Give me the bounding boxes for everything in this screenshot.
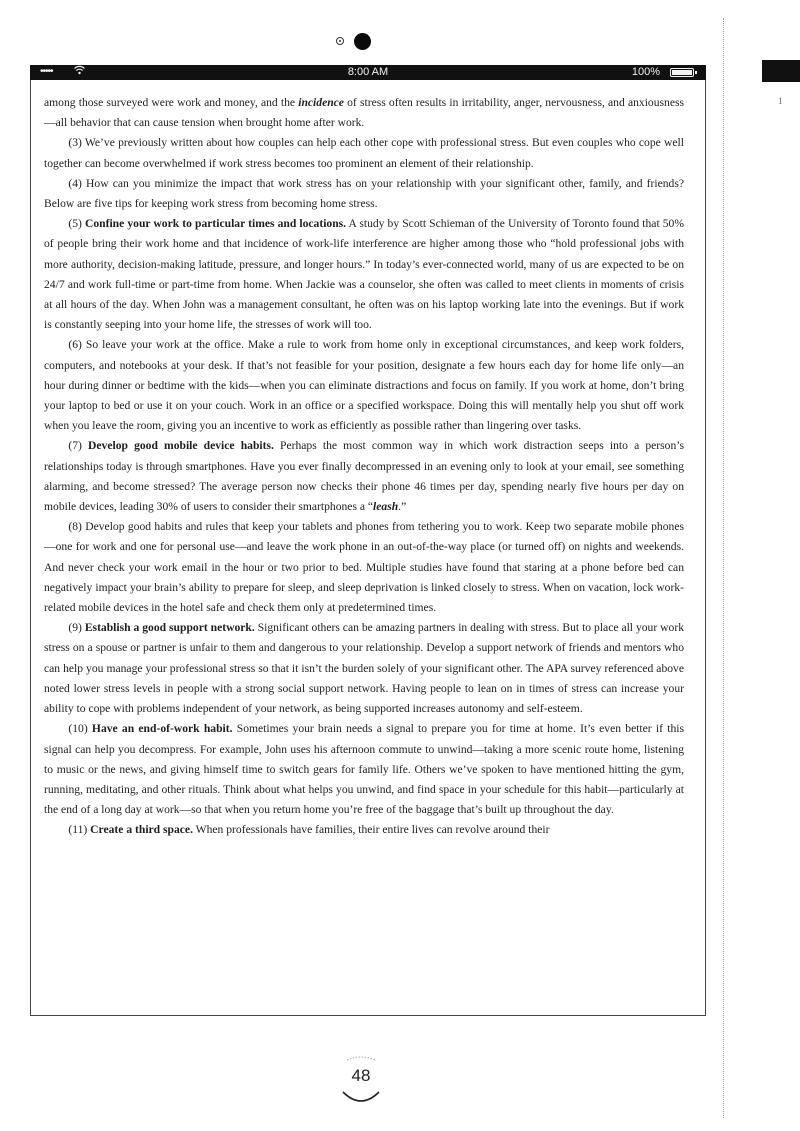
paragraph-text: (4) How can you minimize the impact that work stress has on your relationship with your significant other, family, and friends? Below are five tips for keeping work stress from becoming home stress. xyxy=(44,176,684,211)
battery-icon xyxy=(670,68,694,77)
paragraph-heading: Create a third space. xyxy=(90,823,193,837)
side-divider xyxy=(723,18,725,1118)
paragraph-text: among those surveyed were work and money, and the xyxy=(44,96,299,109)
side-tab xyxy=(762,60,800,82)
paragraph xyxy=(44,719,684,820)
battery-percent: 100% xyxy=(631,66,660,78)
paragraph xyxy=(44,436,684,517)
paragraph-text: (7) xyxy=(68,439,89,453)
device-camera xyxy=(332,32,382,52)
paragraph-text: .” xyxy=(398,500,407,514)
page-number: 48 xyxy=(351,1066,371,1085)
page-frame-right xyxy=(705,80,706,1015)
paragraph-heading: Establish a good support network. xyxy=(84,621,255,635)
paragraph-text: When professionals have families, their entire lives can revolve around their xyxy=(192,823,550,837)
page-frame-left xyxy=(30,80,31,1015)
document-body xyxy=(44,93,684,841)
side-mark: 1 xyxy=(778,96,783,106)
paragraph xyxy=(44,133,684,173)
paragraph xyxy=(44,618,684,719)
paragraph xyxy=(44,820,684,840)
keyword: incidence xyxy=(298,96,344,109)
paragraph-heading: Develop good mobile device habits. xyxy=(88,439,274,453)
page-frame-bottom xyxy=(30,1015,706,1016)
paragraph xyxy=(44,517,684,618)
paragraph-text: (3) We’ve previously written about how couples can help each other cope with professional stress. But even couples who cope well together can become overwhelmed if work stress becomes too prominent an element of their relationship. xyxy=(44,136,684,170)
paragraph-text: (11) xyxy=(68,823,91,837)
paragraph xyxy=(44,214,684,335)
paragraph-text: (5) xyxy=(68,217,85,231)
paragraph-text: Significant others can be amazing partners in dealing with stress. But to place all your work stress on a spouse or partner is unfair to them and dangerous to your relationship. Develop a support network of friends and mentors who can help you manage your professional stress so that it isn’t the burden solely of your significant other. The APA survey referenced above noted lower stress levels in people with a strong social support network. Having people to lean on in times of stress can increase your ability to cope with problems independent of your network, as being supported increases autonomy and self-esteem. xyxy=(44,621,684,716)
page-number-badge xyxy=(335,1052,387,1108)
paragraph-heading: Confine your work to particular times and locations. xyxy=(84,217,347,231)
camera-icon xyxy=(354,33,371,50)
paragraph xyxy=(44,335,684,436)
keyword: leash xyxy=(373,500,399,514)
paragraph xyxy=(44,174,684,214)
paragraph xyxy=(44,93,684,133)
paragraph-heading: Have an end-of-work habit. xyxy=(91,722,233,736)
status-time: 8:00 AM xyxy=(347,66,389,78)
paragraph-text: Sometimes your brain needs a signal to prepare you for time at home. It’s even better if this signal can help you decompress. For example, John uses his afternoon commute to unwind—taking a more scenic route home, listening to music or the news, and giving himself time to switch gears for family life. Others we’ve spoken to have mentioned hitting the gym, running, meditating, and other rituals. Think about what helps you unwind, and find space in your schedule for this habit—particularly at the end of a long day at work—so that when you return home you’re free of the baggage that’s built up throughout the day. xyxy=(44,722,684,817)
status-bar xyxy=(30,65,706,80)
paragraph-text: (9) xyxy=(68,621,85,635)
paragraph-text: (10) xyxy=(68,722,92,736)
paragraph-text: of stress often results in irritability, anger, nervousness, and anxiousness—all behavior that can cause tension when brought home after work. xyxy=(44,96,684,130)
signal-icon: ••••• xyxy=(40,66,53,77)
paragraph-text: (8) Develop good habits and rules that keep your tablets and phones from tethering you to work. Keep two separate mobile phones—one for work and one for personal use—and leave the work phone in an out-of-the-way place (or turned off) on nights and weekends. And never check your work email in the hour or two prior to bed. Multiple studies have found that staring at a phone before bed can negatively impact your brain’s ability to prepare for sleep, and sleep deprivation is linked closely to stress. When on vacation, lock work-related mobile devices in the hotel safe and check them only at predetermined times. xyxy=(44,520,684,615)
sensor-icon xyxy=(336,37,344,45)
paragraph-text: Perhaps the most common way in which work distraction seeps into a person’s relationships today is through smartphones. Have you ever finally decompressed in an evening only to look at your email, see something alarming, and become stressed? The average person now checks their phone 46 times per day, spending nearly five hours per day on mobile devices, leading 30% of users to consider their smartphones a “ xyxy=(44,439,684,514)
paragraph-text: A study by Scott Schieman of the University of Toronto found that 50% of people bring their work home and that incidence of work-life interference are higher among those who “hold professional jobs with more authority, decision-making latitude, pressure, and longer hours.” In today’s ever-connected world, many of us are expected to be on 24/7 and work full-time or part-time from home. When Jackie was a counselor, she often was called to meet clients in moments of crisis at all hours of the day. When John was a management consultant, he often was on his laptop working late into the evenings. But if work is constantly seeping into your home life, the stresses of work will too. xyxy=(44,217,684,332)
paragraph-text: (6) So leave your work at the office. Make a rule to work from home only in exceptional circumstances, and keep work folders, computers, and notebooks at your desk. If that’s not feasible for your position, designate a few hours each day for home life only—an hour during dinner or bedtime with the kids—when you can eliminate distractions and focus on family. If you work at home, don’t bring your laptop to bed or use it on your couch. Work in an office or a specified workspace. Doing this will mentally help you shut off work when you leave the room, giving you an incentive to work as efficiently as possible rather than lingering over tasks. xyxy=(44,338,684,433)
